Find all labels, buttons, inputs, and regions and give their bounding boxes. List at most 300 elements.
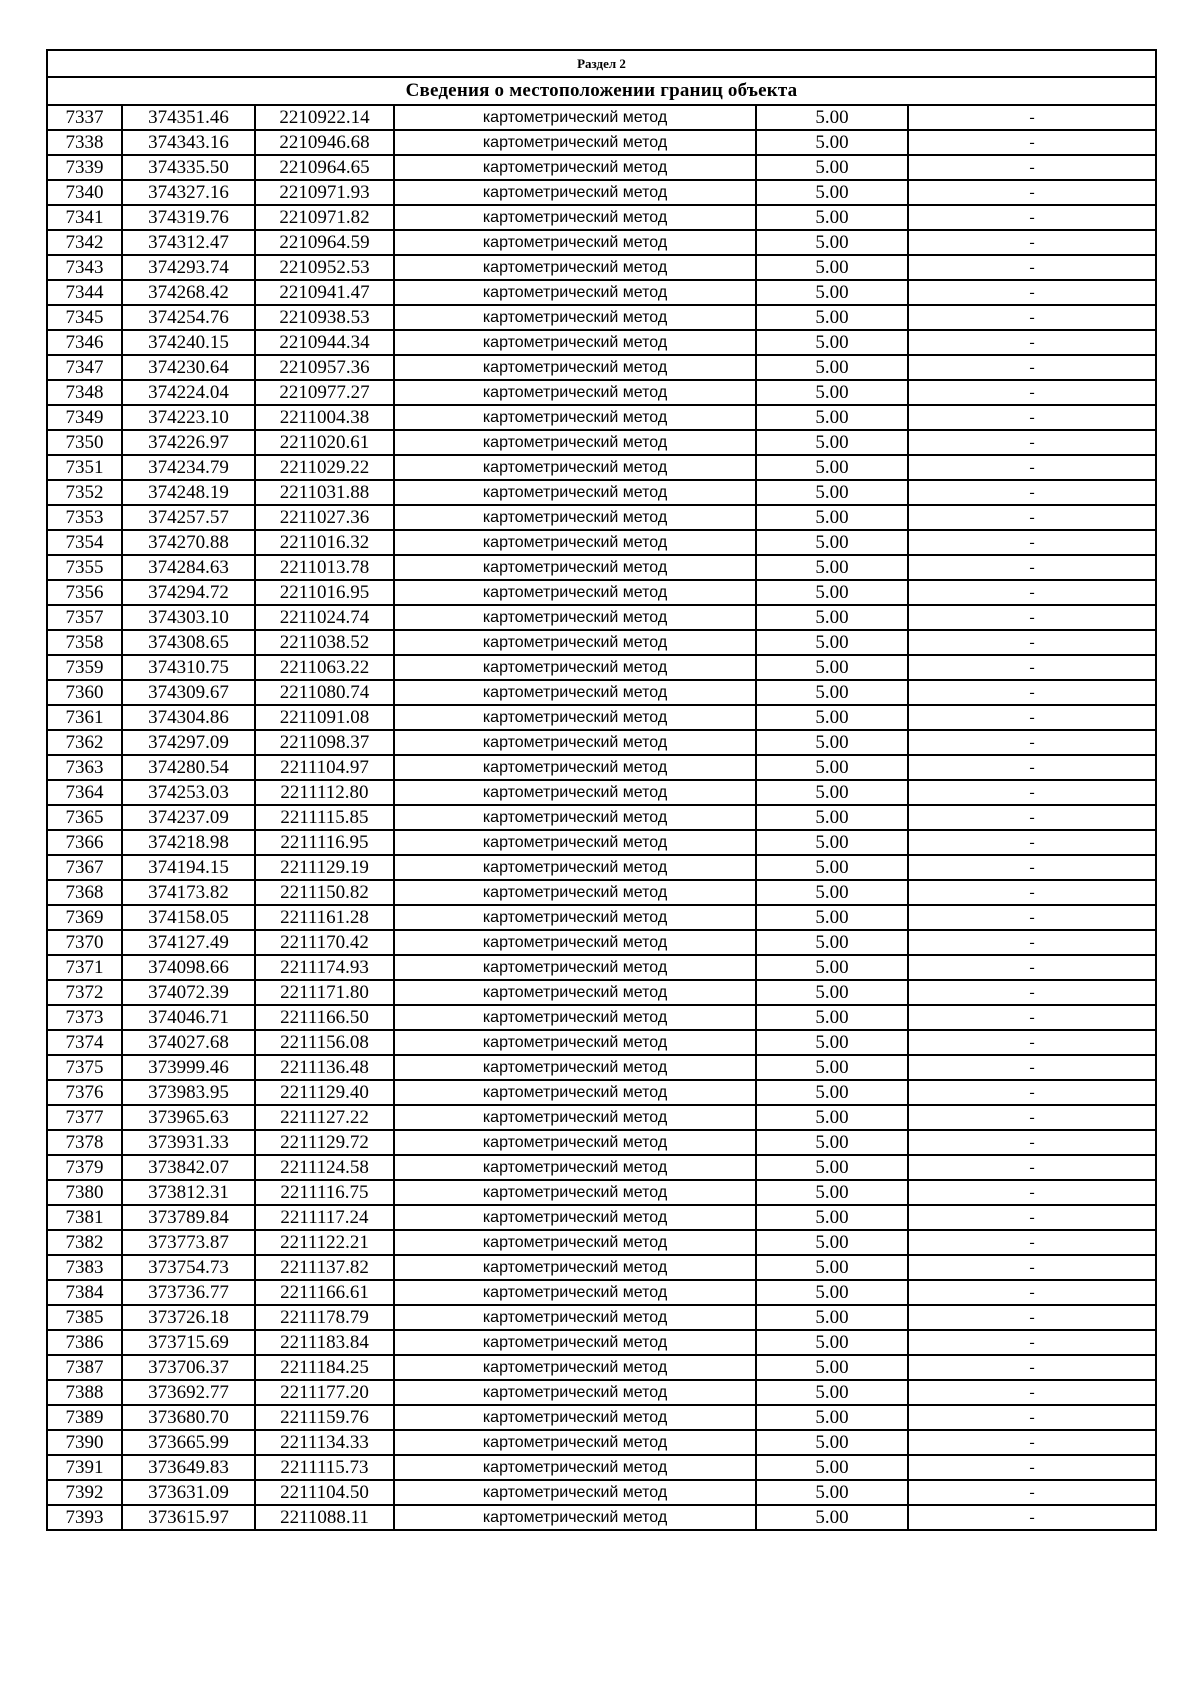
coord-x-cell: 374226.97 [122, 430, 255, 455]
coord-y-cell: 2211137.82 [255, 1255, 394, 1280]
note-cell: - [908, 230, 1156, 255]
note-cell: - [908, 180, 1156, 205]
point-number-cell: 7344 [47, 280, 122, 305]
coord-x-cell: 374240.15 [122, 330, 255, 355]
table-row [47, 130, 1156, 155]
accuracy-cell: 5.00 [756, 1230, 908, 1255]
coord-x-cell: 374127.49 [122, 930, 255, 955]
coord-x-cell: 374270.88 [122, 530, 255, 555]
table-row [47, 1455, 1156, 1480]
coord-y-cell: 2211159.76 [255, 1405, 394, 1430]
note-cell: - [908, 705, 1156, 730]
point-number-cell: 7382 [47, 1230, 122, 1255]
accuracy-cell: 5.00 [756, 880, 908, 905]
table-row [47, 105, 1156, 130]
point-number-cell: 7350 [47, 430, 122, 455]
method-cell: картометрический метод [394, 1030, 756, 1055]
point-number-cell: 7347 [47, 355, 122, 380]
method-cell: картометрический метод [394, 205, 756, 230]
accuracy-cell: 5.00 [756, 155, 908, 180]
coord-y-cell: 2211127.22 [255, 1105, 394, 1130]
point-number-cell: 7355 [47, 555, 122, 580]
note-cell: - [908, 305, 1156, 330]
note-cell: - [908, 105, 1156, 130]
coord-x-cell: 373812.31 [122, 1180, 255, 1205]
section-title-row [47, 77, 1156, 105]
point-number-cell: 7346 [47, 330, 122, 355]
method-cell: картометрический метод [394, 730, 756, 755]
method-cell: картометрический метод [394, 155, 756, 180]
coord-x-cell: 374293.74 [122, 255, 255, 280]
coord-x-cell: 374312.47 [122, 230, 255, 255]
coord-x-cell: 374319.76 [122, 205, 255, 230]
method-cell: картометрический метод [394, 930, 756, 955]
method-cell: картометрический метод [394, 1380, 756, 1405]
coord-x-cell: 374046.71 [122, 1005, 255, 1030]
method-cell: картометрический метод [394, 605, 756, 630]
accuracy-cell: 5.00 [756, 455, 908, 480]
note-cell: - [908, 830, 1156, 855]
coord-x-cell: 374280.54 [122, 755, 255, 780]
point-number-cell: 7376 [47, 1080, 122, 1105]
accuracy-cell: 5.00 [756, 855, 908, 880]
accuracy-cell: 5.00 [756, 380, 908, 405]
point-number-cell: 7391 [47, 1455, 122, 1480]
coord-x-cell: 374253.03 [122, 780, 255, 805]
table-row [47, 1155, 1156, 1180]
point-number-cell: 7364 [47, 780, 122, 805]
coord-x-cell: 374158.05 [122, 905, 255, 930]
coord-y-cell: 2211171.80 [255, 980, 394, 1005]
method-cell: картометрический метод [394, 1005, 756, 1030]
table-row [47, 1230, 1156, 1255]
accuracy-cell: 5.00 [756, 1355, 908, 1380]
point-number-cell: 7341 [47, 205, 122, 230]
coord-x-cell: 374194.15 [122, 855, 255, 880]
note-cell: - [908, 1055, 1156, 1080]
coord-y-cell: 2211098.37 [255, 730, 394, 755]
method-cell: картометрический метод [394, 405, 756, 430]
coord-x-cell: 374173.82 [122, 880, 255, 905]
coord-y-cell: 2211013.78 [255, 555, 394, 580]
coord-x-cell: 373983.95 [122, 1080, 255, 1105]
note-cell: - [908, 905, 1156, 930]
accuracy-cell: 5.00 [756, 480, 908, 505]
note-cell: - [908, 805, 1156, 830]
method-cell: картометрический метод [394, 1105, 756, 1130]
point-number-cell: 7374 [47, 1030, 122, 1055]
accuracy-cell: 5.00 [756, 1080, 908, 1105]
point-number-cell: 7392 [47, 1480, 122, 1505]
coord-y-cell: 2211129.40 [255, 1080, 394, 1105]
method-cell: картометрический метод [394, 1505, 756, 1530]
note-cell: - [908, 1155, 1156, 1180]
method-cell: картометрический метод [394, 380, 756, 405]
table-row [47, 780, 1156, 805]
point-number-cell: 7373 [47, 1005, 122, 1030]
method-cell: картометрический метод [394, 905, 756, 930]
coord-y-cell: 2211063.22 [255, 655, 394, 680]
method-cell: картометрический метод [394, 1280, 756, 1305]
coord-x-cell: 373754.73 [122, 1255, 255, 1280]
table-row [47, 1355, 1156, 1380]
accuracy-cell: 5.00 [756, 105, 908, 130]
point-number-cell: 7393 [47, 1505, 122, 1530]
method-cell: картометрический метод [394, 1355, 756, 1380]
coord-y-cell: 2211024.74 [255, 605, 394, 630]
method-cell: картометрический метод [394, 780, 756, 805]
coord-y-cell: 2211038.52 [255, 630, 394, 655]
accuracy-cell: 5.00 [756, 1405, 908, 1430]
coord-y-cell: 2211129.72 [255, 1130, 394, 1155]
accuracy-cell: 5.00 [756, 1180, 908, 1205]
point-number-cell: 7356 [47, 580, 122, 605]
method-cell: картометрический метод [394, 230, 756, 255]
method-cell: картометрический метод [394, 555, 756, 580]
method-cell: картометрический метод [394, 1330, 756, 1355]
table-row [47, 1330, 1156, 1355]
point-number-cell: 7345 [47, 305, 122, 330]
method-cell: картометрический метод [394, 680, 756, 705]
coord-x-cell: 373773.87 [122, 1230, 255, 1255]
coord-y-cell: 2211115.73 [255, 1455, 394, 1480]
table-row [47, 1280, 1156, 1305]
accuracy-cell: 5.00 [756, 1205, 908, 1230]
note-cell: - [908, 605, 1156, 630]
method-cell: картометрический метод [394, 855, 756, 880]
accuracy-cell: 5.00 [756, 705, 908, 730]
method-cell: картометрический метод [394, 1155, 756, 1180]
accuracy-cell: 5.00 [756, 1155, 908, 1180]
method-cell: картометрический метод [394, 480, 756, 505]
note-cell: - [908, 1080, 1156, 1105]
table-row [47, 1180, 1156, 1205]
accuracy-cell: 5.00 [756, 1505, 908, 1530]
note-cell: - [908, 155, 1156, 180]
accuracy-cell: 5.00 [756, 930, 908, 955]
coord-y-cell: 2211170.42 [255, 930, 394, 955]
note-cell: - [908, 255, 1156, 280]
accuracy-cell: 5.00 [756, 555, 908, 580]
accuracy-cell: 5.00 [756, 355, 908, 380]
coord-x-cell: 373680.70 [122, 1405, 255, 1430]
coord-y-cell: 2211004.38 [255, 405, 394, 430]
coord-y-cell: 2211031.88 [255, 480, 394, 505]
note-cell: - [908, 505, 1156, 530]
method-cell: картометрический метод [394, 105, 756, 130]
accuracy-cell: 5.00 [756, 630, 908, 655]
table-row [47, 680, 1156, 705]
point-number-cell: 7348 [47, 380, 122, 405]
coord-y-cell: 2211177.20 [255, 1380, 394, 1405]
point-number-cell: 7380 [47, 1180, 122, 1205]
point-number-cell: 7363 [47, 755, 122, 780]
table-row [47, 905, 1156, 930]
method-cell: картометрический метод [394, 530, 756, 555]
note-cell: - [908, 1405, 1156, 1430]
coord-y-cell: 2211174.93 [255, 955, 394, 980]
accuracy-cell: 5.00 [756, 1480, 908, 1505]
coord-x-cell: 374230.64 [122, 355, 255, 380]
note-cell: - [908, 1105, 1156, 1130]
accuracy-cell: 5.00 [756, 405, 908, 430]
method-cell: картометрический метод [394, 1205, 756, 1230]
coord-x-cell: 373726.18 [122, 1305, 255, 1330]
point-number-cell: 7377 [47, 1105, 122, 1130]
coord-y-cell: 2210944.34 [255, 330, 394, 355]
note-cell: - [908, 655, 1156, 680]
coord-y-cell: 2211166.50 [255, 1005, 394, 1030]
note-cell: - [908, 555, 1156, 580]
accuracy-cell: 5.00 [756, 1055, 908, 1080]
coord-y-cell: 2211183.84 [255, 1330, 394, 1355]
table-row [47, 580, 1156, 605]
table-row [47, 1055, 1156, 1080]
accuracy-cell: 5.00 [756, 730, 908, 755]
point-number-cell: 7339 [47, 155, 122, 180]
table-row [47, 1405, 1156, 1430]
table-row [47, 630, 1156, 655]
accuracy-cell: 5.00 [756, 205, 908, 230]
coord-y-cell: 2211136.48 [255, 1055, 394, 1080]
note-cell: - [908, 1430, 1156, 1455]
method-cell: картометрический метод [394, 580, 756, 605]
table-row [47, 280, 1156, 305]
table-row [47, 205, 1156, 230]
note-cell: - [908, 205, 1156, 230]
point-number-cell: 7342 [47, 230, 122, 255]
note-cell: - [908, 955, 1156, 980]
accuracy-cell: 5.00 [756, 830, 908, 855]
table-row [47, 530, 1156, 555]
accuracy-cell: 5.00 [756, 230, 908, 255]
table-row [47, 430, 1156, 455]
point-number-cell: 7383 [47, 1255, 122, 1280]
method-cell: картометрический метод [394, 1305, 756, 1330]
point-number-cell: 7357 [47, 605, 122, 630]
point-number-cell: 7379 [47, 1155, 122, 1180]
coord-y-cell: 2211117.24 [255, 1205, 394, 1230]
note-cell: - [908, 855, 1156, 880]
accuracy-cell: 5.00 [756, 580, 908, 605]
method-cell: картометрический метод [394, 830, 756, 855]
point-number-cell: 7389 [47, 1405, 122, 1430]
coord-x-cell: 374294.72 [122, 580, 255, 605]
coord-y-cell: 2211166.61 [255, 1280, 394, 1305]
coord-y-cell: 2211184.25 [255, 1355, 394, 1380]
table-row [47, 1305, 1156, 1330]
method-cell: картометрический метод [394, 755, 756, 780]
coord-x-cell: 374218.98 [122, 830, 255, 855]
point-number-cell: 7361 [47, 705, 122, 730]
accuracy-cell: 5.00 [756, 1330, 908, 1355]
method-cell: картометрический метод [394, 1430, 756, 1455]
coord-x-cell: 374335.50 [122, 155, 255, 180]
method-cell: картометрический метод [394, 305, 756, 330]
table-row [47, 805, 1156, 830]
table-row [47, 505, 1156, 530]
section-title: Сведения о местоположении границ объекта [47, 77, 1156, 105]
note-cell: - [908, 580, 1156, 605]
point-number-cell: 7340 [47, 180, 122, 205]
method-cell: картометрический метод [394, 180, 756, 205]
method-cell: картометрический метод [394, 980, 756, 1005]
coord-y-cell: 2210941.47 [255, 280, 394, 305]
accuracy-cell: 5.00 [756, 1105, 908, 1130]
coord-x-cell: 374257.57 [122, 505, 255, 530]
table-row [47, 755, 1156, 780]
coord-x-cell: 374284.63 [122, 555, 255, 580]
accuracy-cell: 5.00 [756, 1380, 908, 1405]
coord-x-cell: 373692.77 [122, 1380, 255, 1405]
table-row [47, 1480, 1156, 1505]
note-cell: - [908, 430, 1156, 455]
note-cell: - [908, 1455, 1156, 1480]
coord-x-cell: 374072.39 [122, 980, 255, 1005]
method-cell: картометрический метод [394, 430, 756, 455]
coord-x-cell: 373631.09 [122, 1480, 255, 1505]
coord-y-cell: 2211178.79 [255, 1305, 394, 1330]
coord-x-cell: 373715.69 [122, 1330, 255, 1355]
coord-y-cell: 2211020.61 [255, 430, 394, 455]
point-number-cell: 7381 [47, 1205, 122, 1230]
point-number-cell: 7387 [47, 1355, 122, 1380]
coord-x-cell: 374027.68 [122, 1030, 255, 1055]
coord-x-cell: 374310.75 [122, 655, 255, 680]
table-row [47, 380, 1156, 405]
method-cell: картометрический метод [394, 1405, 756, 1430]
table-row [47, 655, 1156, 680]
note-cell: - [908, 530, 1156, 555]
coord-y-cell: 2210922.14 [255, 105, 394, 130]
accuracy-cell: 5.00 [756, 1130, 908, 1155]
accuracy-cell: 5.00 [756, 180, 908, 205]
note-cell: - [908, 1355, 1156, 1380]
accuracy-cell: 5.00 [756, 130, 908, 155]
coord-x-cell: 373789.84 [122, 1205, 255, 1230]
method-cell: картометрический метод [394, 1080, 756, 1105]
method-cell: картометрический метод [394, 805, 756, 830]
table-row [47, 955, 1156, 980]
point-number-cell: 7388 [47, 1380, 122, 1405]
coord-x-cell: 374297.09 [122, 730, 255, 755]
method-cell: картометрический метод [394, 1480, 756, 1505]
coord-x-cell: 374248.19 [122, 480, 255, 505]
coord-x-cell: 373665.99 [122, 1430, 255, 1455]
point-number-cell: 7353 [47, 505, 122, 530]
point-number-cell: 7352 [47, 480, 122, 505]
accuracy-cell: 5.00 [756, 1430, 908, 1455]
coord-x-cell: 374237.09 [122, 805, 255, 830]
coord-y-cell: 2211029.22 [255, 455, 394, 480]
point-number-cell: 7390 [47, 1430, 122, 1455]
accuracy-cell: 5.00 [756, 255, 908, 280]
method-cell: картометрический метод [394, 630, 756, 655]
method-cell: картометрический метод [394, 705, 756, 730]
coord-x-cell: 374254.76 [122, 305, 255, 330]
coord-y-cell: 2211116.95 [255, 830, 394, 855]
table-row [47, 1005, 1156, 1030]
point-number-cell: 7386 [47, 1330, 122, 1355]
table-row [47, 930, 1156, 955]
accuracy-cell: 5.00 [756, 1280, 908, 1305]
table-row [47, 1030, 1156, 1055]
point-number-cell: 7360 [47, 680, 122, 705]
note-cell: - [908, 980, 1156, 1005]
point-number-cell: 7359 [47, 655, 122, 680]
note-cell: - [908, 680, 1156, 705]
note-cell: - [908, 1130, 1156, 1155]
method-cell: картометрический метод [394, 955, 756, 980]
point-number-cell: 7362 [47, 730, 122, 755]
table-row [47, 1105, 1156, 1130]
method-cell: картометрический метод [394, 880, 756, 905]
point-number-cell: 7351 [47, 455, 122, 480]
accuracy-cell: 5.00 [756, 430, 908, 455]
note-cell: - [908, 755, 1156, 780]
note-cell: - [908, 280, 1156, 305]
point-number-cell: 7337 [47, 105, 122, 130]
coord-x-cell: 374343.16 [122, 130, 255, 155]
method-cell: картометрический метод [394, 330, 756, 355]
coord-y-cell: 2211115.85 [255, 805, 394, 830]
method-cell: картометрический метод [394, 655, 756, 680]
coord-y-cell: 2210977.27 [255, 380, 394, 405]
table-row [47, 405, 1156, 430]
coord-x-cell: 374304.86 [122, 705, 255, 730]
coord-y-cell: 2211027.36 [255, 505, 394, 530]
coord-x-cell: 373965.63 [122, 1105, 255, 1130]
note-cell: - [908, 1380, 1156, 1405]
coord-y-cell: 2211016.32 [255, 530, 394, 555]
note-cell: - [908, 380, 1156, 405]
note-cell: - [908, 405, 1156, 430]
table-row [47, 330, 1156, 355]
accuracy-cell: 5.00 [756, 505, 908, 530]
point-number-cell: 7367 [47, 855, 122, 880]
note-cell: - [908, 880, 1156, 905]
note-cell: - [908, 1305, 1156, 1330]
note-cell: - [908, 1030, 1156, 1055]
coord-y-cell: 2211116.75 [255, 1180, 394, 1205]
coord-x-cell: 373736.77 [122, 1280, 255, 1305]
table-row [47, 705, 1156, 730]
note-cell: - [908, 1230, 1156, 1255]
table-row [47, 980, 1156, 1005]
note-cell: - [908, 1255, 1156, 1280]
note-cell: - [908, 1480, 1156, 1505]
note-cell: - [908, 1205, 1156, 1230]
note-cell: - [908, 930, 1156, 955]
document-page [46, 49, 1155, 1531]
coord-y-cell: 2210971.82 [255, 205, 394, 230]
coord-y-cell: 2210964.59 [255, 230, 394, 255]
accuracy-cell: 5.00 [756, 680, 908, 705]
accuracy-cell: 5.00 [756, 980, 908, 1005]
note-cell: - [908, 455, 1156, 480]
table-row [47, 480, 1156, 505]
point-number-cell: 7370 [47, 930, 122, 955]
table-row [47, 605, 1156, 630]
accuracy-cell: 5.00 [756, 1005, 908, 1030]
point-number-cell: 7349 [47, 405, 122, 430]
table-row [47, 1080, 1156, 1105]
accuracy-cell: 5.00 [756, 605, 908, 630]
coord-y-cell: 2211088.11 [255, 1505, 394, 1530]
accuracy-cell: 5.00 [756, 755, 908, 780]
coord-y-cell: 2211122.21 [255, 1230, 394, 1255]
section-label: Раздел 2 [47, 50, 1156, 77]
